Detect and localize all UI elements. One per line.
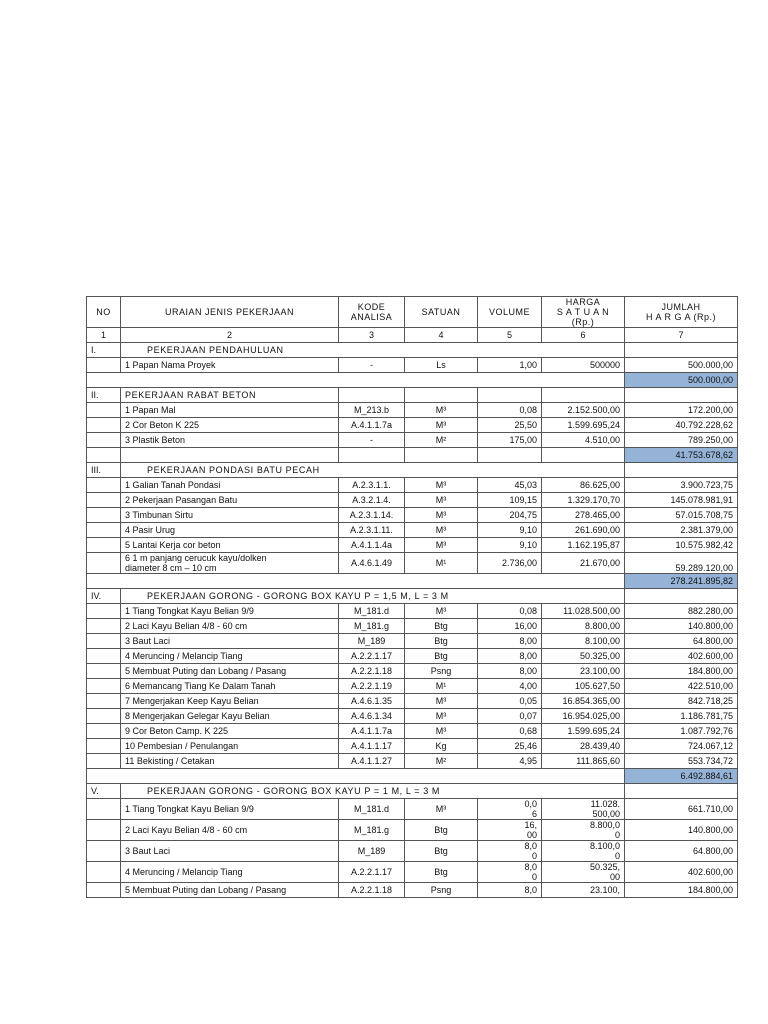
item-volume: 8,0 0 xyxy=(478,862,542,883)
item-satuan: M³ xyxy=(405,523,478,538)
item-jumlah: 59.289.120,00 xyxy=(625,553,738,574)
item-satuan: M³ xyxy=(405,418,478,433)
item-volume: 1,00 xyxy=(478,358,542,373)
section-header-row xyxy=(87,343,738,358)
subtotal-value: 278.241.895,82 xyxy=(625,574,738,589)
table-row xyxy=(87,724,738,739)
section-no: IV. xyxy=(87,589,121,604)
item-jumlah: 402.600,00 xyxy=(625,649,738,664)
item-volume: 175,00 xyxy=(478,433,542,448)
item-harga: 105.627,50 xyxy=(542,679,625,694)
table-row xyxy=(87,664,738,679)
item-kode: A.4.1.1.7a xyxy=(339,418,405,433)
item-satuan: M² xyxy=(405,433,478,448)
item-desc: 5 Lantai Kerja cor beton xyxy=(121,538,339,553)
item-satuan: M² xyxy=(405,754,478,769)
item-desc: 4 Meruncing / Melancip Tiang xyxy=(121,649,339,664)
item-kode: A.2.2.1.17 xyxy=(339,862,405,883)
item-volume: 9,10 xyxy=(478,538,542,553)
item-desc: 10 Pembesian / Penulangan xyxy=(121,739,339,754)
item-harga: 11.028. 500,00 xyxy=(542,799,625,820)
item-harga: 261.690,00 xyxy=(542,523,625,538)
header-uraian: URAIAN JENIS PEKERJAAN xyxy=(121,297,339,328)
section-header-row xyxy=(87,388,738,403)
item-satuan: Psng xyxy=(405,883,478,898)
item-satuan: M¹ xyxy=(405,553,478,574)
item-kode: M_189 xyxy=(339,634,405,649)
table-row xyxy=(87,739,738,754)
item-volume: 4,95 xyxy=(478,754,542,769)
item-jumlah: 3.900.723,75 xyxy=(625,478,738,493)
item-satuan: M³ xyxy=(405,604,478,619)
item-desc: 7 Mengerjakan Keep Kayu Belian xyxy=(121,694,339,709)
item-desc: 9 Cor Beton Camp. K 225 xyxy=(121,724,339,739)
item-jumlah: 724.067,12 xyxy=(625,739,738,754)
item-desc: 2 Cor Beton K 225 xyxy=(121,418,339,433)
table-row xyxy=(87,604,738,619)
item-volume: 25,46 xyxy=(478,739,542,754)
section-no: II. xyxy=(87,388,121,403)
item-kode: A.4.6.1.34 xyxy=(339,709,405,724)
item-satuan: M³ xyxy=(405,694,478,709)
item-harga: 16.854.365,00 xyxy=(542,694,625,709)
section-no: III. xyxy=(87,463,121,478)
item-kode: A.4.6.1.35 xyxy=(339,694,405,709)
table-row xyxy=(87,754,738,769)
item-kode: A.2.3.1.14. xyxy=(339,508,405,523)
item-harga: 23.100, xyxy=(542,883,625,898)
table-row xyxy=(87,649,738,664)
item-kode: - xyxy=(339,358,405,373)
item-harga: 28.439,40 xyxy=(542,739,625,754)
item-desc: 5 Membuat Puting dan Lobang / Pasang xyxy=(121,883,339,898)
item-jumlah: 661.710,00 xyxy=(625,799,738,820)
item-desc: 3 Baut Laci xyxy=(121,634,339,649)
header-no: NO xyxy=(87,297,121,328)
item-jumlah: 882.280,00 xyxy=(625,604,738,619)
item-satuan: M³ xyxy=(405,538,478,553)
item-harga: 8.100,0 0 xyxy=(542,841,625,862)
item-jumlah: 145.078.981,91 xyxy=(625,493,738,508)
item-jumlah: 184.800,00 xyxy=(625,883,738,898)
item-desc: 2 Laci Kayu Belian 4/8 - 60 cm xyxy=(121,619,339,634)
item-jumlah: 402.600,00 xyxy=(625,862,738,883)
item-kode: M_213.b xyxy=(339,403,405,418)
item-jumlah: 2.381.379,00 xyxy=(625,523,738,538)
item-jumlah: 172.200,00 xyxy=(625,403,738,418)
item-volume: 16, 00 xyxy=(478,820,542,841)
item-satuan: M³ xyxy=(405,799,478,820)
subtotal-value: 500.000,00 xyxy=(625,373,738,388)
item-harga: 4.510,00 xyxy=(542,433,625,448)
table-row xyxy=(87,358,738,373)
item-volume: 0,0 6 xyxy=(478,799,542,820)
header-kode: KODE ANALISA xyxy=(339,297,405,328)
item-kode: A.4.1.1.27 xyxy=(339,754,405,769)
col-number: 4 xyxy=(405,328,478,343)
table-row xyxy=(87,433,738,448)
header-jumlah: JUMLAH H A R G A (Rp.) xyxy=(625,297,738,328)
item-harga: 8.800,00 xyxy=(542,619,625,634)
item-jumlah: 1.087.792,76 xyxy=(625,724,738,739)
table-header-row xyxy=(87,297,738,328)
item-volume: 9,10 xyxy=(478,523,542,538)
subtotal-row xyxy=(87,448,738,463)
item-satuan: M¹ xyxy=(405,679,478,694)
item-kode: A.4.1.1.4a xyxy=(339,538,405,553)
section-no: V. xyxy=(87,784,121,799)
item-desc: 3 Plastik Beton xyxy=(121,433,339,448)
item-jumlah: 553.734,72 xyxy=(625,754,738,769)
item-volume: 0,05 xyxy=(478,694,542,709)
item-harga: 500000 xyxy=(542,358,625,373)
table-row xyxy=(87,418,738,433)
item-desc: 1 Tiang Tongkat Kayu Belian 9/9 xyxy=(121,604,339,619)
item-satuan: Btg xyxy=(405,649,478,664)
column-number-row xyxy=(87,328,738,343)
item-kode: M_181.g xyxy=(339,820,405,841)
item-volume: 0,68 xyxy=(478,724,542,739)
item-satuan: M³ xyxy=(405,709,478,724)
col-number: 5 xyxy=(478,328,542,343)
item-jumlah: 140.800,00 xyxy=(625,619,738,634)
section-header-row xyxy=(87,784,738,799)
item-jumlah: 789.250,00 xyxy=(625,433,738,448)
subtotal-value: 6.492.884,61 xyxy=(625,769,738,784)
table-row xyxy=(87,634,738,649)
item-kode: A.4.1.1.7a xyxy=(339,724,405,739)
section-header-row xyxy=(87,463,738,478)
item-volume: 16,00 xyxy=(478,619,542,634)
table-row xyxy=(87,493,738,508)
item-volume: 0,08 xyxy=(478,604,542,619)
item-satuan: M³ xyxy=(405,493,478,508)
item-harga: 1.329.170,70 xyxy=(542,493,625,508)
item-satuan: M³ xyxy=(405,508,478,523)
item-satuan: Psng xyxy=(405,664,478,679)
item-desc: 6 1 m panjang cerucuk kayu/dolken diameter 8 cm – 10 cm xyxy=(121,553,339,574)
item-harga: 50.325, 00 xyxy=(542,862,625,883)
item-volume: 45,03 xyxy=(478,478,542,493)
col-number: 7 xyxy=(625,328,738,343)
item-satuan: Ls xyxy=(405,358,478,373)
item-harga: 278.465,00 xyxy=(542,508,625,523)
item-satuan: Btg xyxy=(405,820,478,841)
item-harga: 1.162.195,87 xyxy=(542,538,625,553)
table-row xyxy=(87,478,738,493)
item-volume: 8,0 0 xyxy=(478,841,542,862)
section-title: PEKERJAAN RABAT BETON xyxy=(121,388,339,403)
header-harga: HARGA S A T U A N (Rp.) xyxy=(542,297,625,328)
item-kode: M_189 xyxy=(339,841,405,862)
item-desc: 2 Laci Kayu Belian 4/8 - 60 cm xyxy=(121,820,339,841)
item-harga: 23.100,00 xyxy=(542,664,625,679)
col-number: 6 xyxy=(542,328,625,343)
item-satuan: Kg xyxy=(405,739,478,754)
table-row xyxy=(87,862,738,883)
subtotal-value: 41.753.678,62 xyxy=(625,448,738,463)
table-row xyxy=(87,619,738,634)
subtotal-row xyxy=(87,373,738,388)
section-title: PEKERJAAN GORONG - GORONG BOX KAYU P = 1 M, L = 3 M xyxy=(121,784,625,799)
table-row xyxy=(87,508,738,523)
item-desc: 1 Papan Nama Proyek xyxy=(121,358,339,373)
item-satuan: Btg xyxy=(405,862,478,883)
table-row xyxy=(87,523,738,538)
item-volume: 0,08 xyxy=(478,403,542,418)
item-jumlah: 1.186.781,75 xyxy=(625,709,738,724)
item-volume: 2.736,00 xyxy=(478,553,542,574)
item-jumlah: 64.800,00 xyxy=(625,841,738,862)
subtotal-row xyxy=(87,769,738,784)
col-number: 2 xyxy=(121,328,339,343)
item-harga: 21.670,00 xyxy=(542,553,625,574)
item-desc: 1 Papan Mal xyxy=(121,403,339,418)
table-row xyxy=(87,841,738,862)
item-jumlah: 57.015.708,75 xyxy=(625,508,738,523)
item-volume: 109,15 xyxy=(478,493,542,508)
item-desc: 5 Membuat Puting dan Lobang / Pasang xyxy=(121,664,339,679)
section-header-row xyxy=(87,589,738,604)
item-kode: M_181.g xyxy=(339,619,405,634)
item-volume: 25,50 xyxy=(478,418,542,433)
item-kode: - xyxy=(339,433,405,448)
item-jumlah: 842.718,25 xyxy=(625,694,738,709)
table-row xyxy=(87,403,738,418)
item-kode: A.4.6.1.49 xyxy=(339,553,405,574)
item-jumlah: 184.800,00 xyxy=(625,664,738,679)
table-row xyxy=(87,883,738,898)
table-row xyxy=(87,553,738,574)
section-title: PEKERJAAN GORONG - GORONG BOX KAYU P = 1,5 M, L = 3 M xyxy=(121,589,625,604)
table-row xyxy=(87,799,738,820)
item-harga: 1.599.695,24 xyxy=(542,724,625,739)
item-kode: A.3.2.1.4. xyxy=(339,493,405,508)
item-volume: 204,75 xyxy=(478,508,542,523)
item-kode: A.2.3.1.1. xyxy=(339,478,405,493)
item-kode: A.2.2.1.18 xyxy=(339,664,405,679)
item-satuan: Btg xyxy=(405,619,478,634)
col-number: 3 xyxy=(339,328,405,343)
item-desc: 4 Pasir Urug xyxy=(121,523,339,538)
item-volume: 8,00 xyxy=(478,634,542,649)
item-harga: 1.599.695,24 xyxy=(542,418,625,433)
header-satuan: SATUAN xyxy=(405,297,478,328)
item-satuan: Btg xyxy=(405,841,478,862)
subtotal-row xyxy=(87,574,738,589)
section-title: PEKERJAAN PENDAHULUAN xyxy=(121,343,625,358)
item-kode: A.2.2.1.19 xyxy=(339,679,405,694)
item-harga: 2.152.500,00 xyxy=(542,403,625,418)
item-volume: 8,0 xyxy=(478,883,542,898)
item-harga: 111.865,60 xyxy=(542,754,625,769)
item-desc: 4 Meruncing / Melancip Tiang xyxy=(121,862,339,883)
item-desc: 2 Pekerjaan Pasangan Batu xyxy=(121,493,339,508)
item-desc: 1 Tiang Tongkat Kayu Belian 9/9 xyxy=(121,799,339,820)
item-kode: M_181.d xyxy=(339,604,405,619)
item-desc: 1 Galian Tanah Pondasi xyxy=(121,478,339,493)
item-jumlah: 64.800,00 xyxy=(625,634,738,649)
item-volume: 8,00 xyxy=(478,664,542,679)
item-satuan: M³ xyxy=(405,403,478,418)
item-satuan: Btg xyxy=(405,634,478,649)
item-harga: 8.100,00 xyxy=(542,634,625,649)
header-volume: VOLUME xyxy=(478,297,542,328)
table-row xyxy=(87,538,738,553)
item-volume: 8,00 xyxy=(478,649,542,664)
item-harga: 8.800,0 0 xyxy=(542,820,625,841)
item-jumlah: 10.575.982,42 xyxy=(625,538,738,553)
item-desc: 11 Bekisting / Cetakan xyxy=(121,754,339,769)
item-desc: 8 Mengerjakan Gelegar Kayu Belian xyxy=(121,709,339,724)
rab-table xyxy=(86,296,738,898)
item-satuan: M³ xyxy=(405,478,478,493)
table-row xyxy=(87,820,738,841)
item-desc: 6 Memancang Tiang Ke Dalam Tanah xyxy=(121,679,339,694)
item-desc: 3 Timbunan Sirtu xyxy=(121,508,339,523)
item-harga: 86.625,00 xyxy=(542,478,625,493)
item-harga: 11.028.500,00 xyxy=(542,604,625,619)
item-kode: A.2.2.1.18 xyxy=(339,883,405,898)
table-row xyxy=(87,694,738,709)
item-satuan: M³ xyxy=(405,724,478,739)
item-jumlah: 422.510,00 xyxy=(625,679,738,694)
item-kode: A.2.3.1.11. xyxy=(339,523,405,538)
item-jumlah: 40.792.228,62 xyxy=(625,418,738,433)
section-title: PEKERJAAN PONDASI BATU PECAH xyxy=(121,463,625,478)
item-volume: 4,00 xyxy=(478,679,542,694)
item-kode: A.2.2.1.17 xyxy=(339,649,405,664)
item-kode: A.4.1.1.17 xyxy=(339,739,405,754)
table-row xyxy=(87,709,738,724)
item-kode: M_181.d xyxy=(339,799,405,820)
item-jumlah: 500.000,00 xyxy=(625,358,738,373)
col-number: 1 xyxy=(87,328,121,343)
item-harga: 16.954.025,00 xyxy=(542,709,625,724)
section-no: I. xyxy=(87,343,121,358)
table-row xyxy=(87,679,738,694)
item-volume: 0,07 xyxy=(478,709,542,724)
item-desc: 3 Baut Laci xyxy=(121,841,339,862)
item-jumlah: 140.800,00 xyxy=(625,820,738,841)
item-harga: 50.325,00 xyxy=(542,649,625,664)
